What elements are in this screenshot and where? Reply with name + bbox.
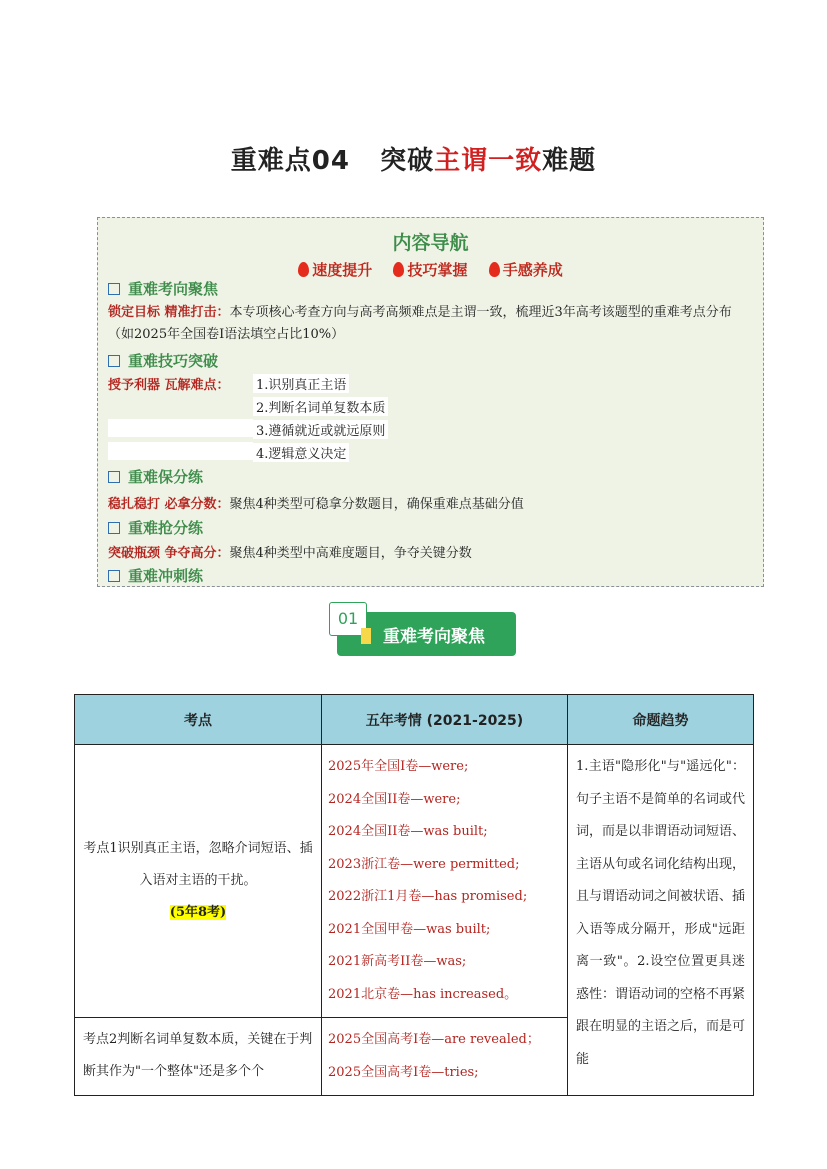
table-row xyxy=(75,745,754,1018)
nav-heading: 内容导航 xyxy=(392,232,469,254)
nav-line-basic: 稳扎稳打 必拿分数：聚焦4种类型可稳拿分数题目，确保重难点基础分值 xyxy=(108,497,524,512)
nav-line-target: 锁定目标 精准打击：本专项核心考查方向与高考高频难点是主谓一致，梳理近3年高考该题型的重难考点分布（如2025年全国卷Ⅰ语法填空占比10%） xyxy=(108,305,732,342)
count-badge: (5年8考) xyxy=(169,905,227,920)
skill-item: 4.逻辑意义决定 xyxy=(253,443,349,462)
flame-icon xyxy=(298,262,309,277)
table-cell-exams: 2025全国高考I卷—are revealed； 2025全国高考I卷—tries; xyxy=(322,1018,568,1096)
nav-section-advanced-practice[interactable]: 重难抢分练 xyxy=(108,517,203,538)
section-label: 重难考向聚焦 xyxy=(383,627,485,647)
flame-icon xyxy=(489,262,500,277)
nav-section-skills[interactable]: 重难技巧突破 xyxy=(108,350,218,371)
page-title: 重难点04 突破主谓一致难题 xyxy=(230,146,597,176)
table-header: 命题趋势 xyxy=(568,695,754,745)
nav-tag: 手感养成 xyxy=(489,261,563,279)
exam-table xyxy=(74,694,754,1096)
table-cell-point: 考点1识别真正主语，忽略介词短语、插入语对主语的干扰。 (5年8考) xyxy=(75,745,322,1018)
highlight-bar xyxy=(108,419,253,437)
book-icon xyxy=(108,355,120,367)
table-cell-exams: 2025年全国I卷—were; 2024全国II卷—were; 2024全国II卷—was built; 2023浙江卷—were permitted; 2022浙江1月卷—has promised; 2021全国甲卷—was built; 2021新高考II卷—was; 2021北京卷—has increased。 xyxy=(322,745,568,1018)
book-icon xyxy=(108,471,120,483)
nav-tag: 速度提升 xyxy=(298,261,372,279)
table-header-row xyxy=(75,695,754,745)
flame-icon xyxy=(393,262,404,277)
section-number: 01 xyxy=(329,602,367,636)
skill-item: 2.判断名词单复数本质 xyxy=(253,397,388,416)
nav-section-focus[interactable]: 重难考向聚焦 xyxy=(108,278,218,299)
highlight-bar xyxy=(108,442,253,460)
skill-item: 1.识别真正主语 xyxy=(253,374,349,393)
skill-item: 3.遵循就近或就远原则 xyxy=(253,420,388,439)
book-icon xyxy=(108,522,120,534)
table-cell-trend: 1.主语"隐形化"与"遥远化"：句子主语不是简单的名词或代词，而是以非谓语动词短语、主语从句或名词化结构出现，且与谓语动词之间被状语、插入语等成分隔开，形成"远距离一致"。2.设空位置更具迷惑性：谓语动词的空格不再紧跟在明显的主语之后，而是可能 xyxy=(568,745,754,1096)
nav-line-advanced: 突破瓶颈 争夺高分：聚焦4种类型中高难度题目，争夺关键分数 xyxy=(108,546,472,561)
book-icon xyxy=(108,283,120,295)
table-header: 考点 xyxy=(75,695,322,745)
nav-section-sprint-practice[interactable]: 重难冲刺练 xyxy=(108,565,203,586)
table-header: 五年考情 (2021-2025) xyxy=(322,695,568,745)
table-cell-point: 考点2判断名词单复数本质，关键在于判断其作为"一个整体"还是多个个 xyxy=(75,1018,322,1096)
book-icon xyxy=(108,570,120,582)
content-navigation-box xyxy=(97,217,764,587)
nav-tags xyxy=(98,259,763,280)
section-badge xyxy=(337,609,516,656)
nav-line-tools: 授予利器 瓦解难点： xyxy=(108,378,230,393)
nav-section-basic-practice[interactable]: 重难保分练 xyxy=(108,466,203,487)
nav-tag: 技巧掌握 xyxy=(393,261,467,279)
badge-marker xyxy=(361,628,371,644)
